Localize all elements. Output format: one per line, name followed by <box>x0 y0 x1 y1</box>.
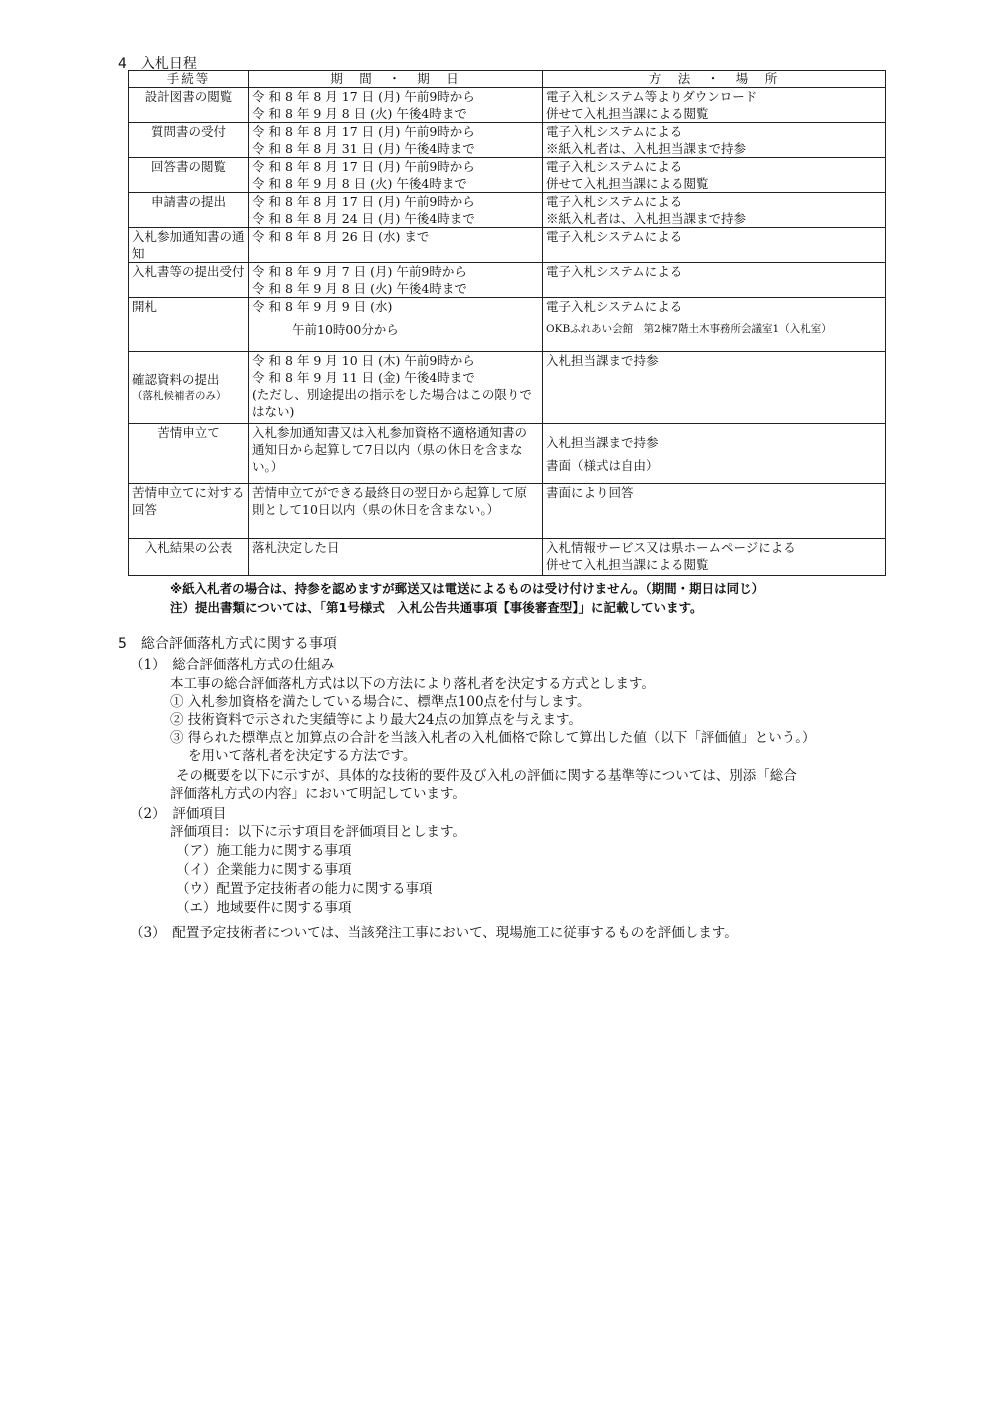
table-row <box>129 193 886 228</box>
table-row <box>129 123 886 158</box>
period-cell: 落札決定した日 <box>249 539 543 576</box>
list-item: ① 入札参加資格を満たしている場合に、標準点100点を付与します。 <box>170 694 591 710</box>
period-cell: 令 和 8 年 8 月 17 日 (月) 午前9時から 令 和 8 年 8 月 24 日 (月) 午後4時まで <box>249 193 543 228</box>
method-cell: 電子入札システムによる <box>543 228 886 263</box>
table-row <box>129 352 886 424</box>
method-cell: 電子入札システムによる OKBふれあい会館 第2棟7階土木事務所会議室1（入札室） <box>543 298 886 352</box>
subsection-2-title: （2） 評価項目 <box>130 806 227 822</box>
step-cell: 苦情申立てに対する回答 <box>129 484 249 539</box>
subsection-1-title: （1） 総合評価落札方式の仕組み <box>130 657 335 673</box>
table-row <box>129 484 886 539</box>
method-cell: 入札担当課まで持参 <box>543 352 886 424</box>
header-step: 手続等 <box>129 71 249 88</box>
table-row <box>129 228 886 263</box>
method-cell: 入札情報サービス又は県ホームページによる 併せて入札担当課による閲覧 <box>543 539 886 576</box>
bid-schedule-table <box>128 70 886 576</box>
step-cell: 苦情申立て <box>129 424 249 484</box>
subsection-3: （3） 配置予定技術者については、当該発注工事において、現場施工に従事するものを評価します。 <box>130 925 738 941</box>
method-cell: 電子入札システムによる ※紙入札者は、入札担当課まで持参 <box>543 123 886 158</box>
step-cell: 入札書等の提出受付 <box>129 263 249 298</box>
period-cell: 苦情申立てができる最終日の翌日から起算して原則として10日以内（県の休日を含まない。） <box>249 484 543 539</box>
period-cell: 令 和 8 年 8 月 17 日 (月) 午前9時から 令 和 8 年 9 月 8 日 (火) 午後4時まで <box>249 158 543 193</box>
list-item: （ア）施工能力に関する事項 <box>176 843 352 859</box>
paper-bidder-note: ※紙入札者の場合は、持参を認めますが郵送又は電送によるものは受け付けません。（期間・期日は同じ） <box>170 581 765 596</box>
section-4-title: 4 入札日程 <box>118 56 197 72</box>
list-item: （エ）地域要件に関する事項 <box>176 900 352 916</box>
list-item: （ウ）配置予定技術者の能力に関する事項 <box>176 881 433 897</box>
step-cell: 回答書の閲覧 <box>129 158 249 193</box>
method-cell: 入札担当課まで持参 書面（様式は自由） <box>543 424 886 484</box>
step-cell: 入札参加通知書の通知 <box>129 228 249 263</box>
table-row <box>129 263 886 298</box>
document-note: 注）提出書類については、「第1号様式 入札公告共通事項【事後審査型】」に記載しています。 <box>170 600 703 615</box>
list-item: ② 技術資料で示された実績等により最大24点の加算点を与えます。 <box>170 712 582 728</box>
list-item: （イ）企業能力に関する事項 <box>176 862 352 878</box>
subsection-1-intro: 本工事の総合評価落札方式は以下の方法により落札者を決定する方式とします。 <box>170 676 655 692</box>
table-row <box>129 539 886 576</box>
step-cell: 確認資料の提出 （落札候補者のみ） <box>129 352 249 424</box>
summary-line: その概要を以下に示すが、具体的な技術的要件及び入札の評価に関する基準等については、別添「総合 <box>176 768 797 784</box>
summary-line: 評価落札方式の内容」において明記しています。 <box>170 786 466 802</box>
period-cell: 令 和 8 年 9 月 9 日 (水) 午前10時00分から <box>249 298 543 352</box>
list-item-continuation: を用いて落札者を決定する方法です。 <box>188 748 417 764</box>
subsection-2-intro: 評価項目：以下に示す項目を評価項目とします。 <box>170 824 466 840</box>
step-cell: 設計図書の閲覧 <box>129 88 249 123</box>
table-row <box>129 298 886 352</box>
period-cell: 令 和 8 年 9 月 10 日 (木) 午前9時から 令 和 8 年 9 月 11 日 (金) 午後4時まで (ただし、別途提出の指示をした場合はこの限りではない) <box>249 352 543 424</box>
method-cell: 書面により回答 <box>543 484 886 539</box>
header-method: 方 法 ・ 場 所 <box>543 71 886 88</box>
list-item: ③ 得られた標準点と加算点の合計を当該入札者の入札価格で除して算出した値（以下「評価値」という。） <box>170 730 816 746</box>
table-row <box>129 158 886 193</box>
step-cell: 入札結果の公表 <box>129 539 249 576</box>
table-header-row <box>129 71 886 88</box>
table-row <box>129 424 886 484</box>
header-period: 期 間 ・ 期 日 <box>249 71 543 88</box>
period-cell: 令 和 8 年 9 月 7 日 (月) 午前9時から 令 和 8 年 9 月 8 日 (火) 午後4時まで <box>249 263 543 298</box>
method-cell: 電子入札システムによる ※紙入札者は、入札担当課まで持参 <box>543 193 886 228</box>
section-5-title: 5 総合評価落札方式に関する事項 <box>118 636 337 652</box>
period-cell: 令 和 8 年 8 月 17 日 (月) 午前9時から 令 和 8 年 8 月 31 日 (月) 午後4時まで <box>249 123 543 158</box>
step-cell: 質問書の受付 <box>129 123 249 158</box>
period-cell: 令 和 8 年 8 月 17 日 (月) 午前9時から 令 和 8 年 9 月 8 日 (火) 午後4時まで <box>249 88 543 123</box>
method-cell: 電子入札システム等よりダウンロード 併せて入札担当課による閲覧 <box>543 88 886 123</box>
step-cell: 開札 <box>129 298 249 352</box>
method-cell: 電子入札システムによる <box>543 263 886 298</box>
method-cell: 電子入札システムによる 併せて入札担当課による閲覧 <box>543 158 886 193</box>
period-cell: 入札参加通知書又は入札参加資格不適格通知書の通知日から起算して7日以内（県の休日を含まない。） <box>249 424 543 484</box>
table-row <box>129 88 886 123</box>
step-cell: 申請書の提出 <box>129 193 249 228</box>
period-cell: 令 和 8 年 8 月 26 日 (水) まで <box>249 228 543 263</box>
